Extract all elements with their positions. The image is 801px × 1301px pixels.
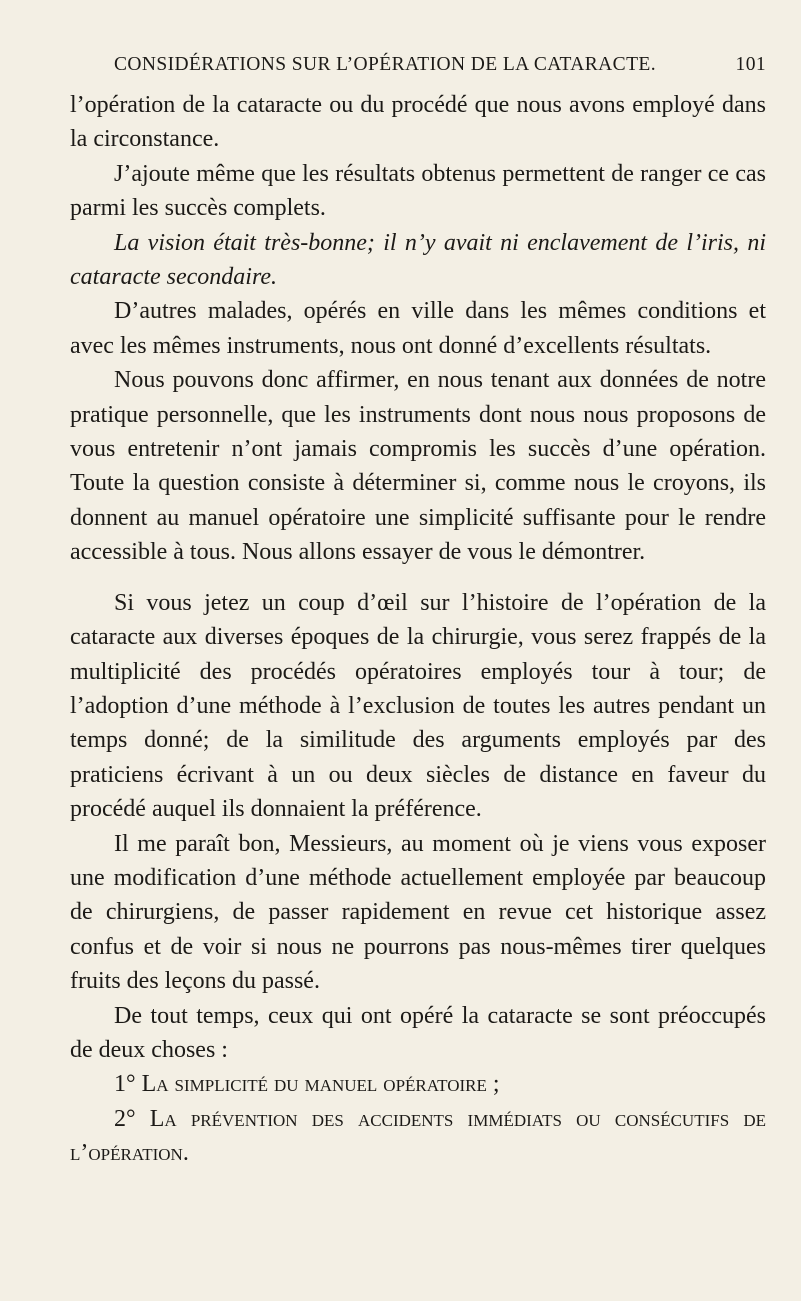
list-item: 2° La prévention des accidents immédiats ou consécutifs de l’opération. xyxy=(70,1105,766,1167)
paragraph: De tout temps, ceux qui ont opéré la cataracte se sont préoccupés de deux choses : xyxy=(70,1002,766,1063)
paragraph: J’ajoute même que les résultats obtenus permettent de ranger ce cas parmi les succès complets. xyxy=(70,160,766,222)
paragraph: D’autres malades, opérés en ville dans les mêmes conditions et avec les mêmes instruments, nous ont donné d’excellents résultats. xyxy=(70,298,766,359)
running-header xyxy=(114,54,766,84)
paragraph: Si vous jetez un coup d’œil sur l’histoire de l’opération de la cataracte aux diverses époques de la chirurgie, vous serez frappés de la multiplicité des procédés opératoires employés tour à tour; de l’adoption d’une méthode à l’exclusion de toutes les autres pendant un temps donné; de la similitude des arguments employés par des praticiens écrivant à un ou deux siècles de distance en faveur du procédé auquel ils donnaient la préférence. xyxy=(70,589,766,823)
paragraph: Nous pouvons donc affirmer, en nous tenant aux données de notre pratique personnelle, que les instruments dont nous nous proposons de vous entretenir n’ont jamais compromis les succès d’une opération. Toute la question consiste à déterminer si, comme nous le croyons, ils donnent au manuel opératoire une simplicité suffisante pour le rendre accessible à tous. Nous allons essayer de vous le démontrer. xyxy=(70,367,766,566)
paragraph: l’opération de la cataracte ou du procédé que nous avons employé dans la circonstance. xyxy=(70,92,766,153)
body-text xyxy=(70,88,766,1171)
running-title: CONSIDÉRATIONS SUR L’OPÉRATION DE LA CATARACTE. xyxy=(114,54,656,75)
paragraph: Il me paraît bon, Messieurs, au moment où je viens vous exposer une modification d’une méthode actuellement employée par beaucoup de chirurgiens, de passer rapidement en revue cet historique assez confus et de voir si nous ne pourrons pas nous-mêmes tirer quelques fruits des leçons du passé. xyxy=(70,830,766,995)
page-number: 101 xyxy=(735,54,766,75)
paragraph-italic: La vision était très-bonne; il n’y avait ni enclavement de l’iris, ni cataracte secondaire. xyxy=(70,229,766,291)
enumerated-list xyxy=(70,1067,766,1170)
list-item: 1° La simplicité du manuel opératoire ; xyxy=(114,1071,500,1098)
